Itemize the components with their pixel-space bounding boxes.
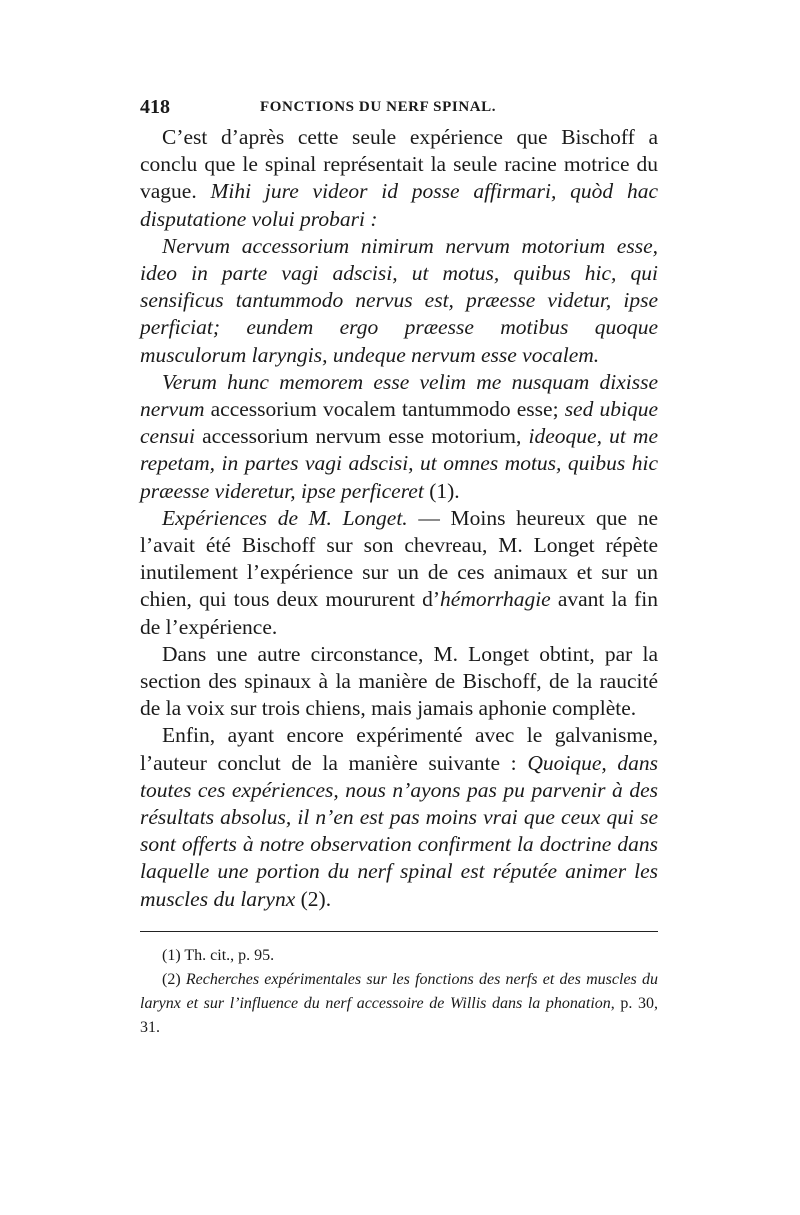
paragraph-6-text: Enfin, ayant encore expérimenté avec le galvanisme, l’auteur conclut de la manière suivante : — [140, 723, 658, 775]
paragraph-3-italic-a: Verum hunc memorem esse velim me nusquam dixisse nervum — [140, 369, 658, 422]
footnote-2-number: (2) — [162, 971, 186, 988]
footnote-divider — [140, 931, 658, 932]
paragraph-3-roman-b: accessorium vocalem tantummodo esse; — [204, 397, 565, 422]
footnote-1: (1) Th. cit., p. 95. — [162, 947, 275, 964]
footnote-ref-1: (1). — [423, 478, 460, 503]
section-heading-longet: Expériences de M. Longet. — [162, 505, 408, 530]
body-text — [140, 124, 658, 913]
paragraph-4 — [140, 505, 658, 641]
footnote-ref-2: (2). — [295, 886, 332, 911]
paragraph-3-roman-d: accessorium nervum esse motorium, — [194, 424, 529, 449]
footnote-2-title: Recherches expérimentales sur les fonctions des nerfs et des muscles du larynx et sur l’influence du nerf accessoire de Willis dans la phonation — [140, 971, 659, 1012]
paragraph-1 — [140, 124, 658, 233]
running-head — [140, 96, 660, 120]
paragraph-3-italic-c: sed ubique censui — [140, 397, 658, 449]
paragraph-4-text: — Moins heureux que ne l’avait été Bischoff sur son chevreau, M. Longet répète inutilement l’expérience sur un de ces animaux et sur un chien, qui tous deux moururent d’ — [140, 505, 658, 612]
running-title: FONCTIONS DU NERF SPINAL. — [260, 99, 497, 115]
paragraph-4-end: avant la fin de l’expérience. — [140, 587, 658, 639]
paragraph-3-italic-e: ideoque, ut me repetam, in partes vagi adscisi, ut omnes motus, quibus hic præesse videretur, ipse perficeret — [140, 424, 658, 503]
paragraph-6 — [140, 722, 658, 912]
page-number: 418 — [140, 96, 170, 118]
paragraph-3 — [140, 369, 658, 505]
footnote-2 — [140, 968, 658, 1040]
paragraph-6-quote: Quoique, dans toutes ces expériences, nous n’ayons pas pu parvenir à des résultats absolus, il n’en est pas moins vrai que ceux qui se sont offerts à notre observation confirment la doctrine dans laquelle une portion du nerf spinal est réputée animer les muscles du larynx — [140, 750, 658, 911]
paragraph-4-italic-word: hémorrhagie — [440, 587, 551, 612]
paragraph-5: Dans une autre circonstance, M. Longet obtint, par la section des spinaux à la manière de Bischoff, de la raucité de la voix sur trois chiens, mais jamais aphonie complète. — [140, 641, 658, 721]
footnote-2-pages: , p. 30, 31. — [140, 995, 658, 1036]
footnotes — [140, 944, 658, 1040]
latin-quote-intro: Mihi jure videor id posse affirmari, quòd hac disputatione volui probari : — [140, 179, 658, 231]
paragraph-1-text: C’est d’après cette seule expérience que Bischoff a conclu que le spinal représentait la seule racine motrice du vague. — [140, 125, 658, 204]
latin-quote-paragraph: Nervum accessorium nimirum nervum motorium esse, ideo in parte vagi adscisi, ut motus, quibus hic, qui sensificus tantummodo nervus est, præesse videtur, ipse perficiat; eundem ergo præesse motibus quoque musculorum laryngis, undeque nervum esse vocalem. — [140, 233, 658, 367]
